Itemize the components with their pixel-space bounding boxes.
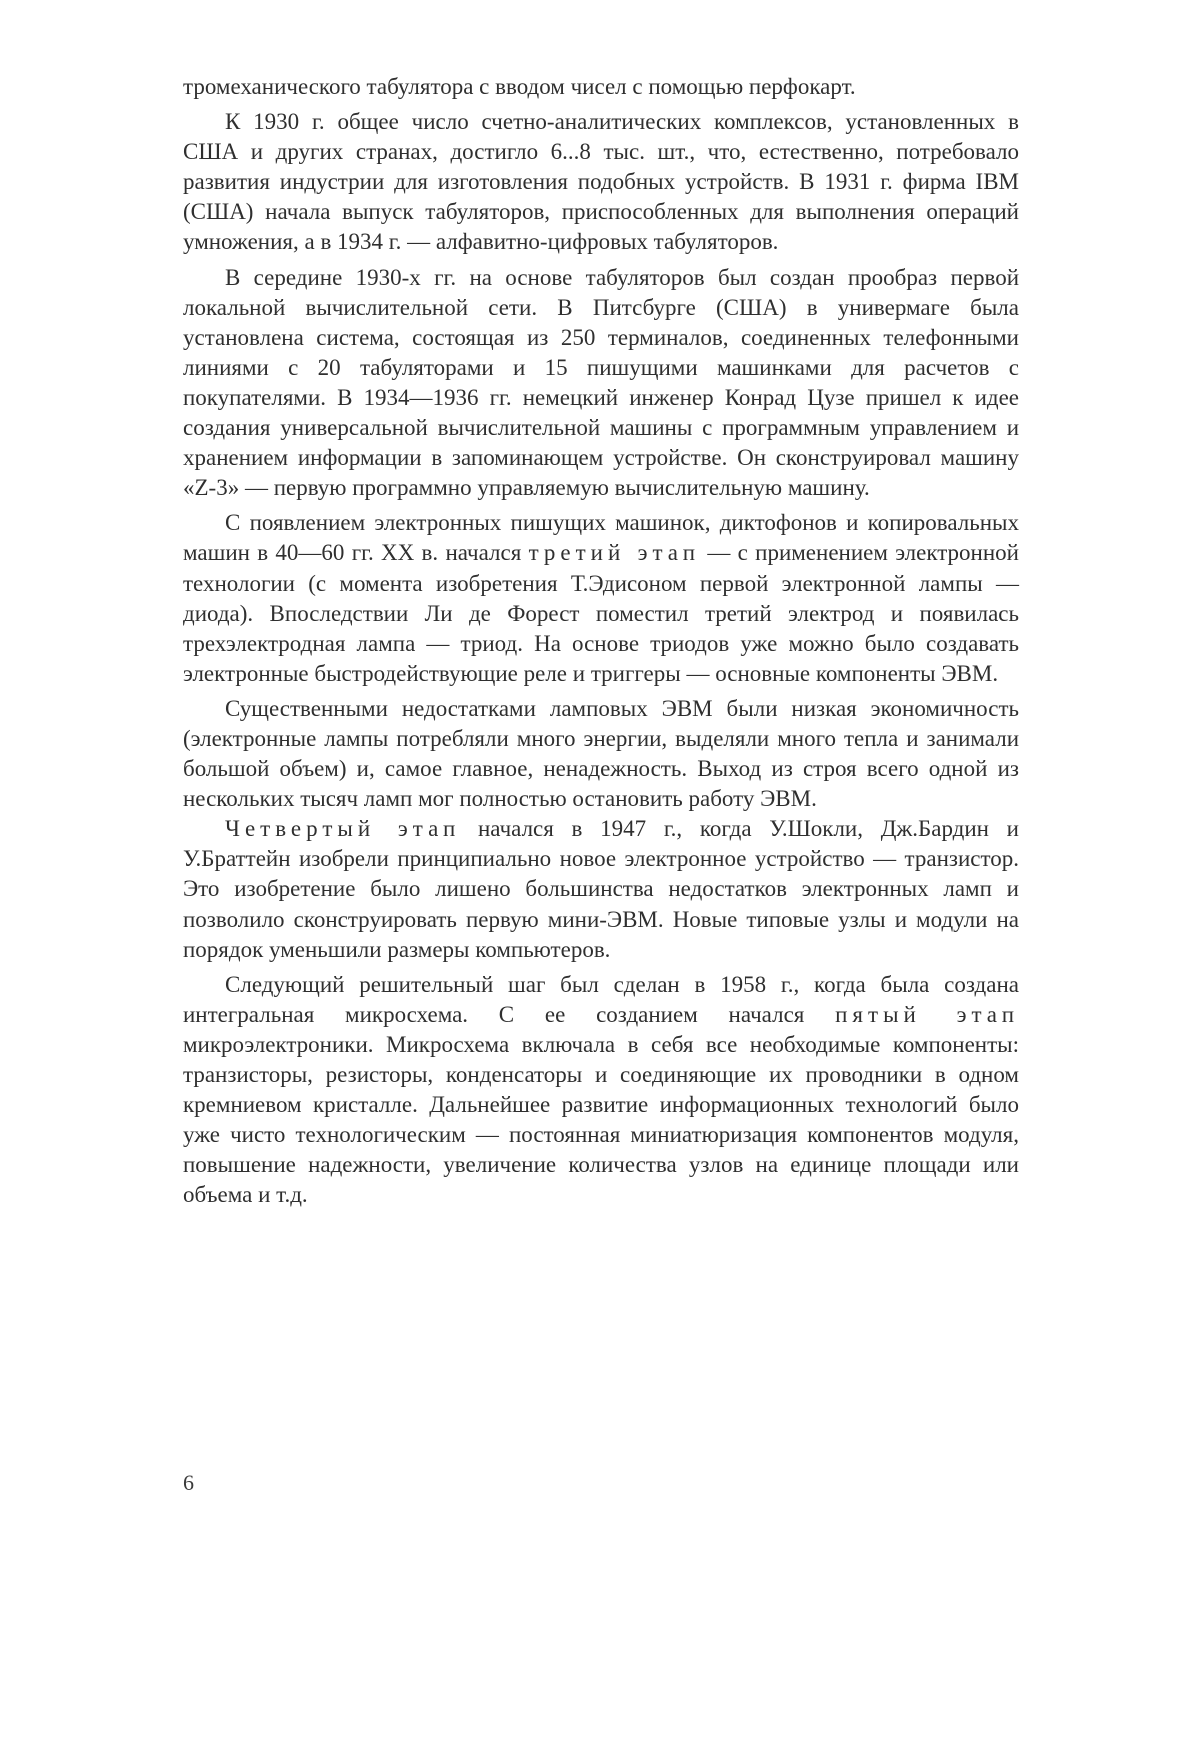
paragraph-text: микроэлектроники. Микросхема включала в себя все необходимые компоненты: транзисторы, резисторы, конденсаторы и соединяющие их проводники в одном кремниевом кристалле. Дальнейшее развитие информационных технологий было уже чисто технологическим — постоянная миниатюризация компонентов модуля, повышение надежности, увеличение количества узлов на единице площади или объема и т.д.	[183, 1031, 1019, 1208]
paragraph: В середине 1930-х гг. на основе табуляторов был создан прообраз первой локальной вычислительной сети. В Питсбурге (США) в универмаге была установлена система, состоящая из 250 терминалов, соединенных телефонными линиями с 20 табуляторами и 15 пишущими машинками для расчетов с покупателями. В 1934—1936 гг. немецкий инженер Конрад Цузе пришел к идее создания универсальной вычислительной машины с программным управлением и хранением информации в запоминающем устройстве. Он сконструировал машину «Z-3» — первую программно управляемую вычислительную машину.	[183, 264, 1019, 501]
stage-term: пятый этап	[835, 1001, 1020, 1027]
stage-term: Четвертый этап	[225, 816, 461, 842]
page-number: 6	[183, 1470, 194, 1495]
paragraph: Существенными недостатками ламповых ЭВМ были низкая экономичность (электронные лампы потребляли много энергии, выделяли много тепла и занимали большой объем) и, самое главное, ненадежность. Выход из строя всего одной из нескольких тысяч ламп мог полностью остановить работу ЭВМ.	[183, 695, 1019, 812]
paragraph	[183, 970, 1019, 1211]
paragraph-text: С появлением электронных пишущих машинок, диктофонов и копировальных машин в 40—60 гг. XX в. начался	[183, 510, 1019, 566]
paragraph	[183, 814, 1019, 964]
paragraph	[183, 508, 1019, 689]
paragraph: К 1930 г. общее число счетно-аналитических комплексов, установленных в США и других странах, достигло 6...8 тыс. шт., что, естественно, потребовало развития индустрии для изготовления подобных устройств. В 1931 г. фирма IBM (США) начала выпуск табуляторов, приспособленных для выполнения операций умножения, а в 1934 г. — алфавитно-цифровых табуляторов.	[183, 109, 1019, 255]
body-text	[183, 72, 1019, 1210]
stage-term: третий этап	[528, 540, 701, 566]
paragraph-text: начался в 1947 г., когда У.Шокли, Дж.Бардин и У.Браттейн изобрели принципиально новое электронное устройство — транзистор. Это изобретение было лишено большинства недостатков электронных ламп и позволило сконструировать первую мини-ЭВМ. Новые типовые узлы и модули на порядок уменьшили размеры компьютеров.	[183, 816, 1019, 962]
paragraph-text: — с применением электронной технологии (с момента изобретения Т.Эдисоном первой электронной лампы — диода). Впоследствии Ли де Форест поместил третий электрод и появилась трехэлектродная лампа — триод. На основе триодов уже можно было создавать электронные быстродействующие реле и триггеры — основные компоненты ЭВМ.	[183, 540, 1019, 686]
paragraph-text: Следующий решительный шаг был сделан в 1958 г., когда была создана интегральная микросхема. С ее созданием начался	[183, 971, 1019, 1027]
paragraph-continuation: тромеханического табулятора с вводом чисел с помощью перфокарт.	[183, 74, 856, 99]
